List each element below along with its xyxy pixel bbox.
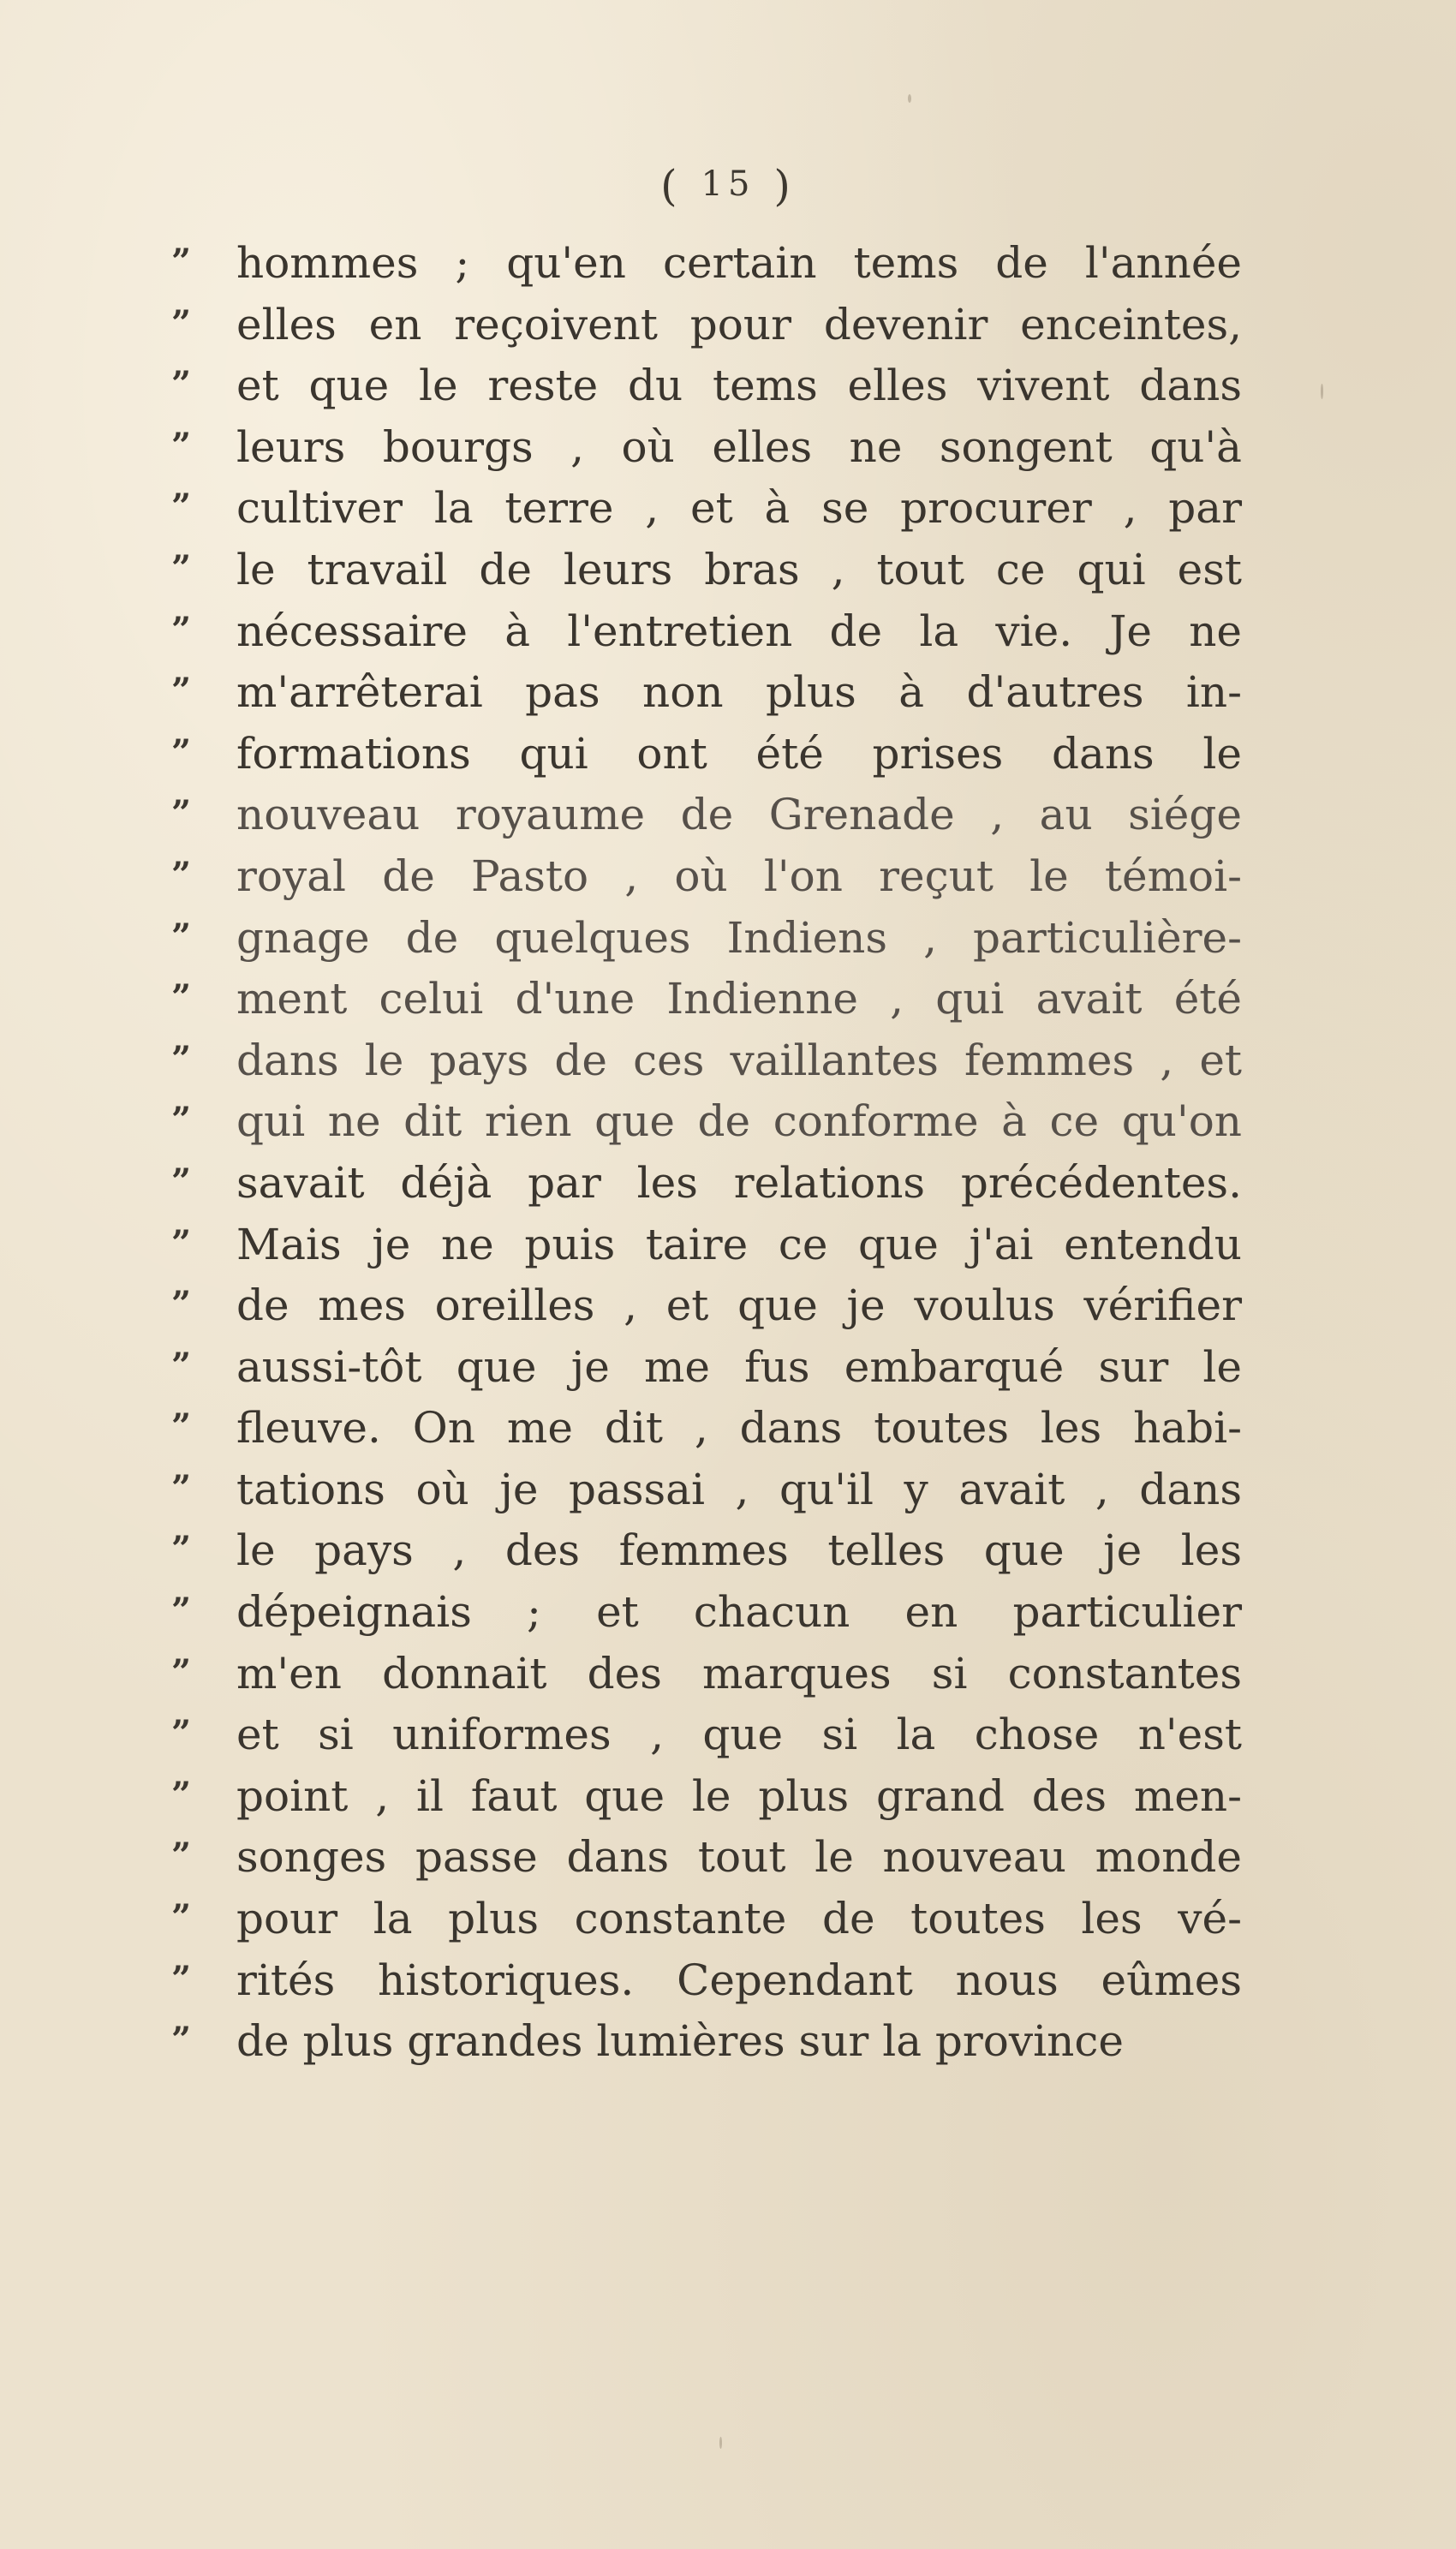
page-number-value: 15	[701, 164, 755, 204]
page-number-close-paren: )	[773, 161, 796, 211]
text-line	[171, 1582, 1285, 1644]
quotation-mark: ”	[171, 977, 190, 1018]
text-line	[171, 540, 1285, 601]
text-line	[171, 601, 1285, 663]
line-text: gnage de quelques Indiens , particulière-	[236, 912, 1242, 963]
quotation-mark: ”	[171, 854, 190, 895]
quotation-mark: ”	[171, 793, 190, 834]
line-text: aussi-tôt que je me fus embarqué sur le	[236, 1341, 1242, 1392]
line-text: le pays , des femmes telles que je les	[236, 1525, 1242, 1576]
line-text: royal de Pasto , où l'on reçut le témoi-	[236, 851, 1242, 901]
text-line	[171, 295, 1285, 356]
quotation-mark: ”	[171, 547, 190, 588]
quotation-mark: ”	[171, 731, 190, 773]
text-line	[171, 1827, 1285, 1889]
quotation-mark: ”	[171, 1100, 190, 1141]
line-text: fleuve. On me dit , dans toutes les habi-	[236, 1403, 1242, 1454]
text-line	[171, 724, 1285, 785]
quotation-mark: ”	[171, 1529, 190, 1570]
text-line	[171, 1950, 1285, 2012]
quotation-mark: ”	[171, 1591, 190, 1632]
quotation-mark: ”	[171, 916, 190, 957]
line-text: de mes oreilles , et que je voulus vérifier	[236, 1280, 1242, 1331]
quotation-mark: ”	[171, 302, 190, 343]
text-line	[171, 1644, 1285, 1705]
line-text: songes passe dans tout le nouveau monde	[236, 1832, 1242, 1883]
quotation-mark: ”	[171, 1284, 190, 1325]
line-text: hommes ; qu'en certain tems de l'année	[236, 238, 1242, 288]
line-text: ment celui d'une Indienne , qui avait été	[236, 974, 1242, 1024]
line-text: le travail de leurs bras , tout ce qui est	[236, 544, 1242, 594]
paper-speck	[1321, 384, 1323, 399]
quotation-mark: ”	[171, 425, 190, 466]
quotation-mark: ”	[171, 487, 190, 528]
quotation-mark: ”	[171, 1161, 190, 1202]
quotation-mark: ”	[171, 1713, 190, 1754]
paper-speck	[719, 2437, 722, 2449]
text-line	[171, 969, 1285, 1030]
quoted-text-block	[171, 233, 1285, 2073]
line-text: dépeignais ; et chacun en particulier	[236, 1587, 1242, 1638]
text-line	[171, 1766, 1285, 1828]
line-text: savait déjà par les relations précédentes.	[236, 1157, 1242, 1208]
line-text: rités historiques. Cependant nous eûmes	[236, 1955, 1242, 2005]
line-text: et si uniformes , que si la chose n'est	[236, 1710, 1242, 1760]
text-line	[171, 2011, 1285, 2073]
text-line	[171, 908, 1285, 970]
text-line	[171, 1153, 1285, 1215]
line-text: dans le pays de ces vaillantes femmes , et	[236, 1035, 1242, 1085]
quotation-mark: ”	[171, 1222, 190, 1263]
quotation-mark: ”	[171, 671, 190, 712]
text-line	[171, 1889, 1285, 1950]
line-text: tations où je passai , qu'il y avait , dans	[236, 1464, 1242, 1514]
text-line	[171, 1091, 1285, 1153]
quotation-mark: ”	[171, 1345, 190, 1386]
quotation-mark: ”	[171, 1651, 190, 1692]
text-line	[171, 233, 1285, 295]
text-line	[171, 1275, 1285, 1337]
quotation-mark: ”	[171, 1958, 190, 1999]
text-line	[171, 785, 1285, 846]
quotation-mark: ”	[171, 1836, 190, 1877]
line-text: formations qui ont été prises dans le	[236, 728, 1242, 779]
page-number	[0, 161, 1456, 211]
text-line	[171, 1460, 1285, 1521]
text-line	[171, 1520, 1285, 1582]
line-text: cultiver la terre , et à se procurer , par	[236, 483, 1242, 534]
line-text: qui ne dit rien que de conforme à ce qu'on	[236, 1096, 1242, 1147]
text-line	[171, 1704, 1285, 1766]
line-text: m'en donnait des marques si constantes	[236, 1648, 1242, 1698]
text-line	[171, 355, 1285, 417]
line-text: pour la plus constante de toutes les vé-	[236, 1894, 1242, 1944]
line-text: et que le reste du tems elles vivent dans	[236, 361, 1242, 411]
text-line	[171, 1030, 1285, 1092]
text-line	[171, 662, 1285, 724]
text-line	[171, 1215, 1285, 1276]
line-text: nécessaire à l'entretien de la vie. Je ne	[236, 606, 1242, 656]
quotation-mark: ”	[171, 1038, 190, 1079]
text-line	[171, 1337, 1285, 1399]
quotation-mark: ”	[171, 364, 190, 405]
text-line	[171, 417, 1285, 479]
line-text: point , il faut que le plus grand des men-	[236, 1770, 1242, 1821]
quotation-mark: ”	[171, 1774, 190, 1815]
line-text: de plus grandes lumières sur la province	[236, 2016, 1124, 2067]
paper-speck	[908, 94, 911, 103]
quotation-mark: ”	[171, 1406, 190, 1448]
text-line	[171, 846, 1285, 908]
quotation-mark: ”	[171, 609, 190, 650]
line-text: nouveau royaume de Grenade , au siége	[236, 790, 1242, 840]
quotation-mark: ”	[171, 1467, 190, 1508]
quotation-mark: ”	[171, 242, 190, 282]
page-number-open-paren: (	[660, 161, 683, 211]
quotation-mark: ”	[171, 2020, 190, 2061]
line-text: elles en reçoivent pour devenir enceintes,	[236, 299, 1242, 349]
line-text: m'arrêterai pas non plus à d'autres in-	[236, 667, 1242, 718]
text-line	[171, 478, 1285, 540]
text-line	[171, 1398, 1285, 1460]
quotation-mark: ”	[171, 1897, 190, 1938]
line-text: Mais je ne puis taire ce que j'ai entendu	[236, 1219, 1242, 1269]
line-text: leurs bourgs , où elles ne songent qu'à	[236, 421, 1242, 472]
